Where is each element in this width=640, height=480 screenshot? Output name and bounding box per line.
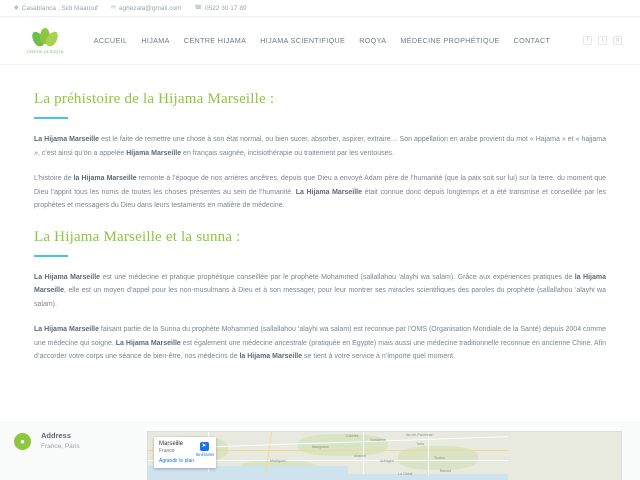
emphasis-term: Hijama Marseille bbox=[126, 149, 182, 157]
paragraph-text: remonte à l’époque de nos arrières ancêtres, depuis que Dieu a envoyé Adam père de l’humanité (que la paix soit sur lui) sur la terre, du moment que Dieu l’apprit tous les noms de toutes les choses présentes au sein de l’humanité. bbox=[34, 175, 606, 196]
topbar-location bbox=[14, 5, 98, 12]
map-label: Martigues bbox=[270, 459, 286, 463]
paragraph-text: est une médecine et pratique prophétique conseillée par le prophète Mohammed (sallallahou ‘alayhi wa salam). Grâce aux expériences pratiques de bbox=[100, 273, 575, 281]
phone-icon: ☎ bbox=[194, 5, 202, 11]
embedded-map[interactable] bbox=[147, 431, 622, 480]
footer-address-line: France, Paris bbox=[41, 443, 80, 450]
site-header bbox=[0, 17, 640, 65]
emphasis-term: La Hijama Marseille bbox=[34, 136, 100, 143]
map-label: Gardanne bbox=[370, 438, 386, 442]
paragraph-text: se tient à votre service à n’importe quel moment. bbox=[302, 353, 456, 360]
nav-item-contact[interactable]: CONTACT bbox=[513, 36, 551, 45]
nav-item-hijama[interactable]: HIJAMA bbox=[141, 36, 170, 45]
section-title-sunna: La Hijama Marseille et la sunna : bbox=[34, 228, 241, 245]
leaf-logo-icon bbox=[30, 27, 60, 49]
map-label: Allauch bbox=[354, 454, 366, 458]
nav-item-roqya[interactable]: ROQYA bbox=[359, 36, 387, 45]
social-links bbox=[568, 36, 626, 45]
paragraph-sunna-1 bbox=[34, 271, 606, 312]
map-label: Aix-en-Provence bbox=[406, 433, 433, 437]
emphasis-term: La Hijama Marseille bbox=[34, 326, 99, 333]
site-logo[interactable] bbox=[14, 27, 76, 54]
site-footer bbox=[0, 422, 640, 480]
top-info-bar bbox=[0, 0, 640, 17]
paragraph-text: , elle est un moyen d’appel pour les non-musulmans à Dieu et à son messager, pour leur montrer ses miracles scientifiques des paroles du prophète (sallallahou ‘alayhi wa salam). bbox=[34, 287, 606, 308]
paragraph-text: est également une médecine ancestrale (pratiquée en Egypte) mais aussi une médecine traditionnelle reconnue en ancienne Chine. Afin d’accorder votre corps une séance de bien-être, nos médecins de bbox=[34, 339, 606, 360]
main-navigation bbox=[76, 36, 568, 45]
twitter-icon[interactable]: t bbox=[598, 36, 607, 45]
topbar-location-text: Casablanca , Sidi Maarouf bbox=[21, 4, 98, 12]
article-content bbox=[0, 65, 640, 364]
title-underline bbox=[34, 117, 68, 119]
map-directions-button[interactable] bbox=[196, 442, 215, 457]
map-label: Toulon bbox=[434, 456, 445, 460]
nav-item-centre-hijama[interactable]: CENTRE HIJAMA bbox=[183, 36, 247, 45]
emphasis-term: la Hijama Marseille bbox=[239, 353, 303, 360]
footer-address-title: Address bbox=[41, 431, 72, 440]
logo-text: CENTRE LA ROQYA bbox=[26, 50, 64, 54]
paragraph-prehistoire-2 bbox=[34, 172, 606, 213]
paragraph-text: est le faite de remettre une chose à son état normal, ou bien sucer, absorber, aspirer, extraire… Son appellation en arabe provient du mot « Hajama » et « hajjama », c’est ainsi qu’on a appelée bbox=[34, 136, 606, 157]
map-label: Aubagne bbox=[380, 459, 395, 463]
title-underline bbox=[34, 255, 68, 257]
paragraph-text: en français saignée, incisiothérapie ou traitement par les ventouses. bbox=[181, 149, 394, 157]
map-info-card[interactable] bbox=[154, 437, 216, 468]
google-plus-icon[interactable]: g bbox=[613, 36, 622, 45]
map-label: Trets bbox=[416, 442, 425, 446]
facebook-icon[interactable]: f bbox=[583, 36, 592, 45]
footer-address-block bbox=[41, 431, 137, 450]
map-card-subtitle: France bbox=[159, 448, 175, 454]
directions-icon: ➤ bbox=[201, 443, 207, 449]
map-label: Marignane bbox=[312, 445, 329, 449]
emphasis-term: la Hijama Marseille bbox=[73, 175, 137, 182]
paragraph-sunna-2 bbox=[34, 323, 606, 364]
topbar-phone-text: 0522 30 17 89 bbox=[205, 4, 247, 12]
emphasis-term: La Hijama Marseille bbox=[34, 273, 101, 281]
nav-item-accueil[interactable]: ACCUEIL bbox=[93, 36, 128, 45]
topbar-email[interactable] bbox=[111, 5, 182, 12]
map-expand-link[interactable]: Agrandir le plan bbox=[159, 458, 195, 464]
nav-item-hijama-scientifique[interactable]: HIJAMA SCIENTIFIQUE bbox=[260, 36, 346, 45]
map-label: Bandol bbox=[440, 469, 452, 473]
map-label: Cabriès bbox=[346, 434, 359, 438]
paragraph-text: L’histoire de bbox=[34, 175, 74, 182]
paragraph-text: était connue donc depuis longtemps et a été transmise et conseillée par les prophètes et messagers du Dieu dans leurs testaments en matière de médecine. bbox=[34, 188, 606, 209]
paragraph-text: faisant partie de la Sunna du prophète Mohammed (sallallahou ‘alayhi wa salam) est reconnue par l’OMS (Organisation Mondiale de la Santé) depuis 2004 comme une médecine qui soigne. bbox=[34, 326, 606, 347]
nav-item-medecine-prophetique[interactable]: MÉDECINE PROPHÉTIQUE bbox=[400, 36, 500, 45]
location-pin-icon: ◆ bbox=[14, 5, 19, 11]
section-title-prehistoire: La préhistoire de la Hijama Marseille : bbox=[34, 91, 275, 107]
envelope-icon: ✉ bbox=[110, 5, 116, 11]
emphasis-term: La Hijama Marseille bbox=[115, 339, 181, 347]
map-directions-label: Itinéraires bbox=[196, 452, 215, 457]
topbar-phone[interactable] bbox=[195, 5, 247, 12]
paragraph-prehistoire-1 bbox=[34, 133, 606, 160]
map-label: La Ciotat bbox=[398, 472, 413, 476]
map-card-title: Marseille bbox=[159, 441, 184, 447]
emphasis-term: la Hijama Marseille bbox=[34, 273, 606, 294]
topbar-email-text: aghezala@gmail.com bbox=[118, 4, 182, 12]
emphasis-term: La Hijama Marseille bbox=[295, 188, 363, 196]
location-pin-icon: ● bbox=[14, 433, 31, 450]
